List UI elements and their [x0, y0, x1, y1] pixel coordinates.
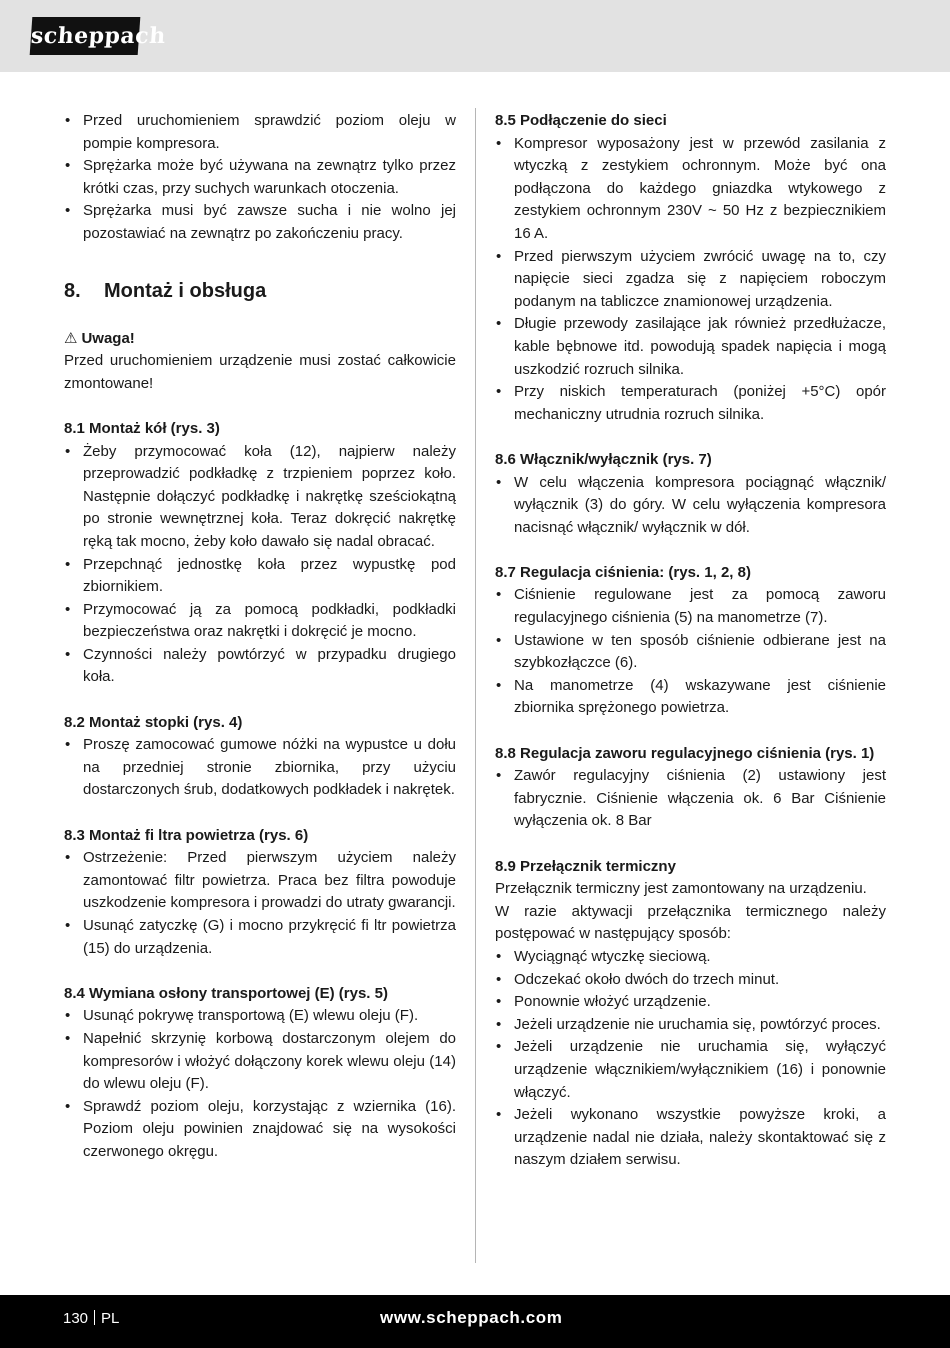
- section-heading-8-7: 8.7 Regulacja ciśnienia: (rys. 1, 2, 8): [495, 563, 751, 581]
- intro-list: [64, 110, 456, 246]
- list-item: • Usunąć pokrywę transportową (E) wlewu oleju (F).: [64, 1005, 456, 1028]
- page-indicator: [63, 1310, 119, 1327]
- language-code: PL: [101, 1310, 120, 1327]
- section-heading-8-1: 8.1 Montaż kół (rys. 3): [64, 419, 220, 437]
- section-heading-8-9: 8.9 Przełącznik termiczny: [495, 857, 676, 875]
- section-heading-8-4: 8.4 Wymiana osłony transportowej (E) (rys. 5): [64, 984, 388, 1002]
- page-number: 130: [63, 1310, 89, 1327]
- list-item: • Przed pierwszym użyciem zwrócić uwagę na to, czy napięcie sieci zgadza się z napięciem roboczym podanym na tabliczce znamionowej urządzenia.: [495, 246, 886, 314]
- list-item: • Żeby przymocować koła (12), najpierw należy przeprowadzić podkładkę z trzpieniem poprzez koło. Następnie dołączyć podkładkę i nakrętkę sześciokątną po stronie wewnętrznej koła. Teraz dokręcić nakrętkę ręką tak mocno, żeby koło dawało się nadal obracać.: [64, 441, 456, 554]
- section-heading-8-6: 8.6 Włącznik/wyłącznik (rys. 7): [495, 450, 712, 468]
- column-divider: [475, 108, 476, 1263]
- list-item: • Ponownie włożyć urządzenie.: [495, 991, 886, 1014]
- list-item: • Ciśnienie regulowane jest za pomocą zaworu regulacyjnego ciśnienia (5) na manometrze (7).: [495, 584, 886, 629]
- section-8-2-list: [64, 734, 456, 802]
- warning-heading: [64, 328, 456, 351]
- header-bar: [0, 0, 950, 72]
- section-heading-8-2: 8.2 Montaż stopki (rys. 4): [64, 713, 243, 731]
- warning-icon: ⚠: [64, 329, 78, 347]
- list-item: • Zawór regulacyjny ciśnienia (2) ustawiony jest fabrycznie. Ciśnienie włączenia ok. 6 Bar Ciśnienie wyłączenia ok. 8 Bar: [495, 765, 886, 833]
- list-item: • Proszę zamocować gumowe nóżki na wypustce u dołu na przedniej stronie zbiornika, przy użyciu dostarczonych śrub, dodatkowych podkładek i nakrętek.: [64, 734, 456, 802]
- list-item: • Wyciągnąć wtyczkę sieciową.: [495, 946, 886, 969]
- section-8-9-list: [495, 946, 886, 1172]
- chapter-title: Montaż i obsługa: [104, 279, 267, 302]
- section-8-8-list: [495, 765, 886, 833]
- section-heading-8-5: 8.5 Podłączenie do sieci: [495, 112, 667, 129]
- list-item: • Usunąć zatyczkę (G) i mocno przykręcić fi ltr powietrza (15) do urządzenia.: [64, 915, 456, 960]
- section-8-6-list: [495, 472, 886, 540]
- list-item: • Czynności należy powtórzyć w przypadku drugiego koła.: [64, 644, 456, 689]
- list-item: • Na manometrze (4) wskazywane jest ciśnienie zbiornika sprężonego powietrza.: [495, 675, 886, 720]
- paragraph: Przełącznik termiczny jest zamontowany na urządzeniu.: [495, 880, 867, 898]
- section-8-1-list: [64, 441, 456, 690]
- list-item: • Przymocować ją za pomocą podkładki, podkładki bezpieczeństwa oraz nakrętki i dokręcić je mocno.: [64, 599, 456, 644]
- chapter-number: 8.: [64, 279, 81, 302]
- list-item: • Przed uruchomieniem sprawdzić poziom oleju w pompie kompresora.: [64, 110, 456, 155]
- section-8-4-list: [64, 1005, 456, 1163]
- list-item: • Ustawione w ten sposób ciśnienie odbierane jest na szybkozłączce (6).: [495, 630, 886, 675]
- list-item: • Jeżeli wykonano wszystkie powyższe kroki, a urządzenie nadal nie działa, należy skontaktować się z naszym działem serwisu.: [495, 1104, 886, 1172]
- section-8-7-list: [495, 584, 886, 720]
- list-item: • Kompresor wyposażony jest w przewód zasilania z wtyczką z zestykiem ochronnym. Może być ona podłączona do każdego gniazdka wtykowego z zestykiem ochronnym 230V ~ 50 Hz z bezpiecznikiem 16 A.: [495, 133, 886, 246]
- right-column: [495, 110, 886, 1172]
- brand-logo: scheppach: [30, 17, 141, 55]
- list-item: • Przy niskich temperaturach (poniżej +5°C) opór mechaniczny utrudnia rozruch silnika.: [495, 381, 886, 426]
- section-8-3-list: [64, 847, 456, 960]
- list-item: • Sprawdź poziom oleju, korzystając z wziernika (16). Poziom oleju powinien znajdować się na wysokości czerwonego okręgu.: [64, 1096, 456, 1164]
- paragraph: W razie aktywacji przełącznika termicznego należy postępować w następujący sposób:: [495, 902, 886, 943]
- list-item: • Sprężarka musi być zawsze sucha i nie wolno jej pozostawiać na zewnątrz po zakończeniu pracy.: [64, 200, 456, 245]
- warning-text: Przed uruchomieniem urządzenie musi zostać całkowicie zmontowane!: [64, 352, 456, 392]
- section-heading-8-3: 8.3 Montaż fi ltra powietrza (rys. 6): [64, 826, 309, 844]
- list-item: • Przepchnąć jednostkę koła przez wypustkę pod zbiornikiem.: [64, 554, 456, 599]
- section-8-5-list: [495, 133, 886, 427]
- list-item: • Jeżeli urządzenie nie uruchamia się, wyłączyć urządzenie włącznikiem/wyłącznikiem (16) i ponownie włączyć.: [495, 1036, 886, 1104]
- list-item: • W celu włączenia kompresora pociągnąć włącznik/ wyłącznik (3) do góry. W celu wyłączenia kompresora nacisnąć włącznik/ wyłącznik w dół.: [495, 472, 886, 540]
- list-item: • Odczekać około dwóch do trzech minut.: [495, 969, 886, 992]
- list-item: • Jeżeli urządzenie nie uruchamia się, powtórzyć proces.: [495, 1014, 886, 1037]
- chapter-heading: [64, 278, 456, 304]
- list-item: • Napełnić skrzynię korbową dostarczonym olejem do kompresorów i włożyć dołączony korek wlewu oleju (14) do wlewu oleju (F).: [64, 1028, 456, 1096]
- warning-title: Uwaga!: [81, 329, 135, 347]
- page-separator: [94, 1310, 95, 1325]
- left-column: [64, 110, 456, 1164]
- list-item: • Sprężarka może być używana na zewnątrz tylko przez krótki czas, przy suchych warunkach otoczenia.: [64, 155, 456, 200]
- section-heading-8-8: 8.8 Regulacja zaworu regulacyjnego ciśnienia (rys. 1): [495, 744, 875, 762]
- list-item: • Długie przewody zasilające jak również przedłużacze, kable bębnowe itd. powodują spadek napięcia i mogą uszkodzić rozruch silnika.: [495, 313, 886, 381]
- footer-bar: [0, 1295, 950, 1348]
- list-item: • Ostrzeżenie: Przed pierwszym użyciem należy zamontować filtr powietrza. Praca bez filtra powoduje uszkodzenie kompresora i prowadzi do utraty gwarancji.: [64, 847, 456, 915]
- website-link[interactable]: www.scheppach.com: [380, 1308, 563, 1327]
